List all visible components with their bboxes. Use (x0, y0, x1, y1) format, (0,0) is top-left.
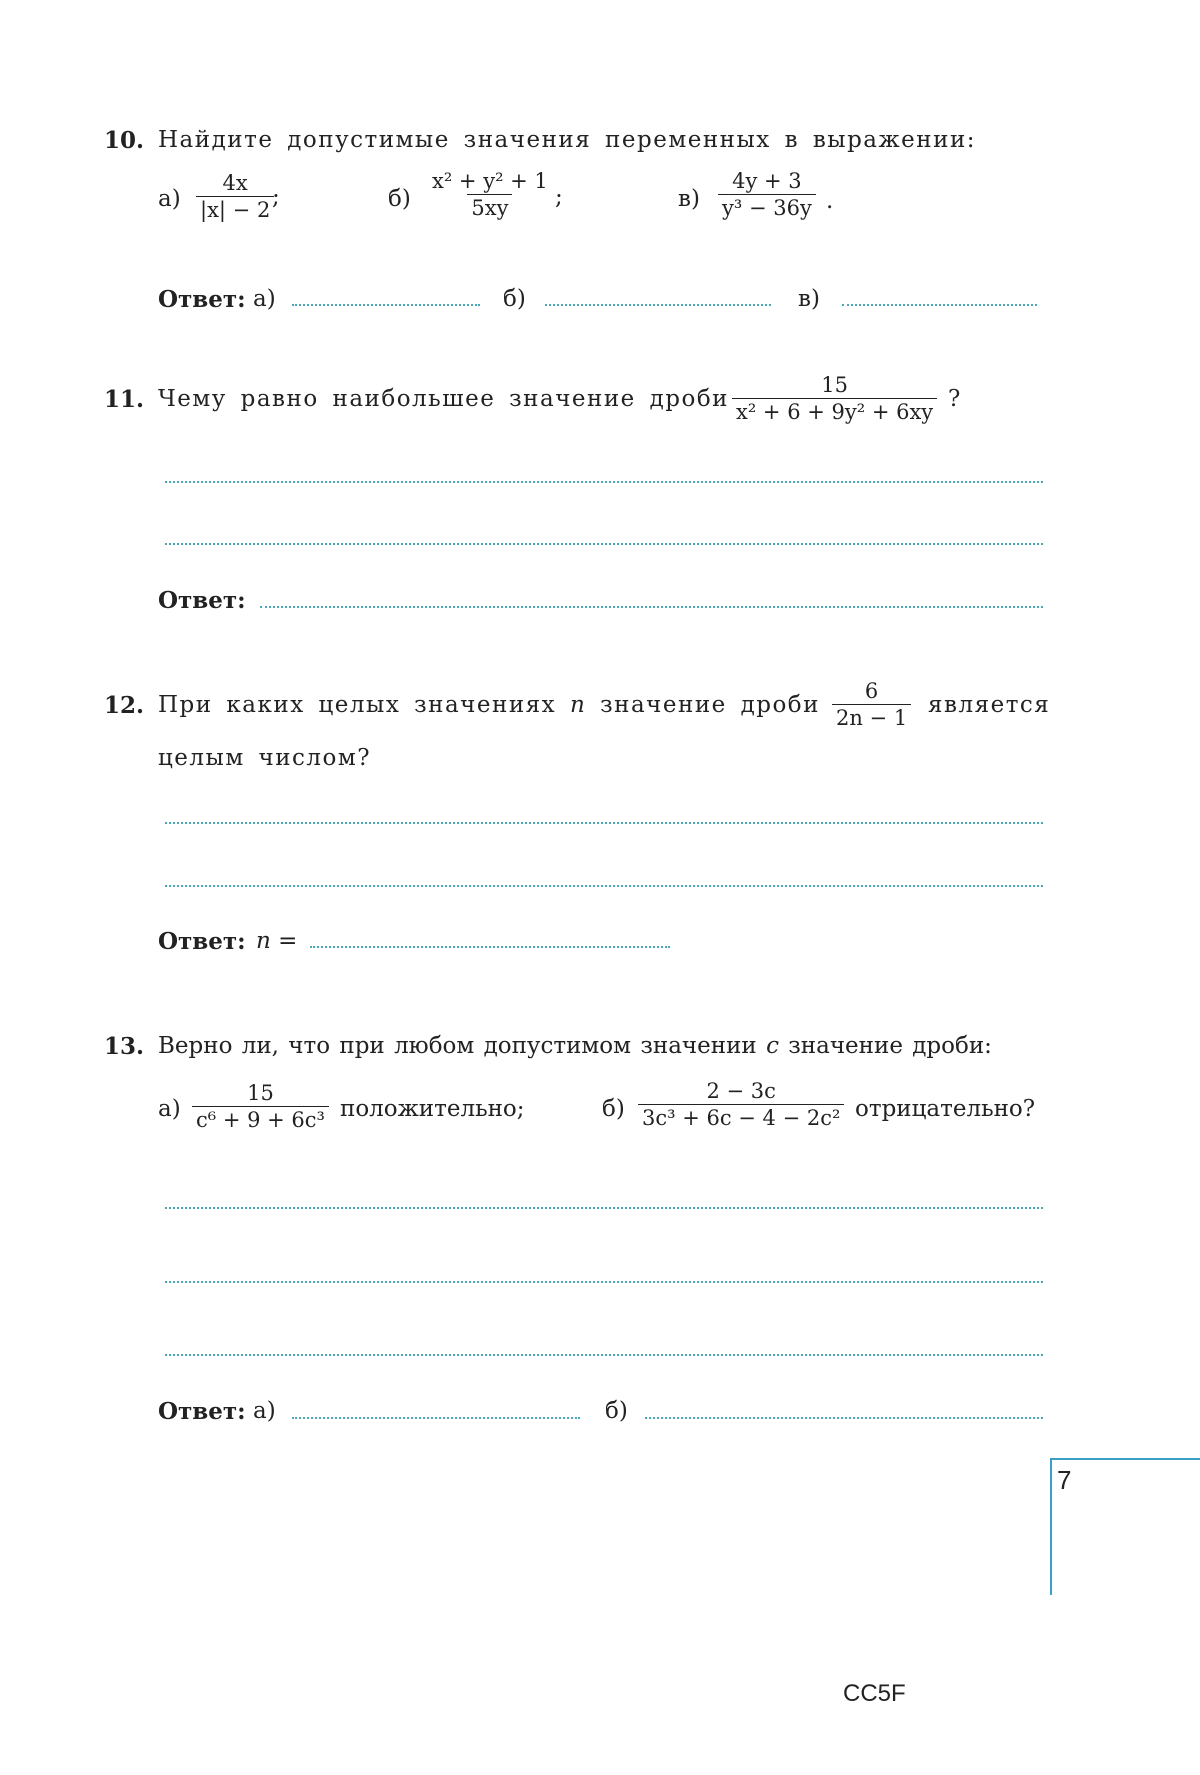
answer-11-field[interactable] (260, 606, 1043, 608)
answer-label: Ответ: (158, 928, 246, 955)
problem-10b-fraction (428, 168, 552, 222)
answer-13b-field[interactable] (645, 1417, 1043, 1419)
problem-12-text-line2: целым числом? (158, 745, 372, 771)
problem-12-text-cont: является (928, 692, 1051, 718)
answer-label: Ответ: (158, 1398, 246, 1425)
punct: ; (272, 184, 280, 210)
numerator: x² + y² + 1 (432, 169, 548, 193)
work-line[interactable] (165, 543, 1043, 545)
answer-a-label: а) (253, 286, 276, 312)
answer-12-field[interactable] (310, 946, 670, 948)
problem-13a-label: а) (158, 1096, 181, 1122)
variable: n (569, 692, 587, 718)
numerator: 4y + 3 (732, 169, 802, 193)
answer-b-label: б) (503, 286, 526, 312)
work-line[interactable] (165, 1354, 1043, 1356)
problem-12-number: 12. (104, 692, 145, 719)
problem-10b-label: б) (388, 186, 411, 212)
numerator: 15 (247, 1081, 274, 1105)
problem-13-text (158, 1033, 992, 1059)
work-line[interactable] (165, 885, 1043, 887)
problem-11-fraction (732, 372, 937, 426)
numerator: 4x (222, 171, 248, 195)
problem-12-text (158, 692, 820, 718)
answer-label: Ответ: (158, 286, 246, 313)
numerator: 15 (821, 373, 848, 397)
answer-10a-field[interactable] (292, 304, 480, 306)
text: Верно ли, что при любом допустимом значении (158, 1033, 757, 1059)
problem-13b-text: отрицательно? (855, 1096, 1036, 1122)
answer-13a-field[interactable] (292, 1417, 580, 1419)
problem-11-number: 11. (104, 386, 145, 413)
problem-13b-label: б) (602, 1096, 625, 1122)
problem-10-text: Найдите допустимые значения переменных в выражении: (158, 127, 977, 153)
problem-13a-fraction (192, 1080, 329, 1134)
problem-10a-fraction (196, 170, 274, 224)
work-line[interactable] (165, 1281, 1043, 1283)
page-corner-side-rule (1050, 1458, 1052, 1595)
work-line[interactable] (165, 822, 1043, 824)
text: При каких целых значениях (158, 692, 557, 718)
text: значение дроби: (788, 1033, 992, 1059)
denominator: |x| − 2 (196, 196, 274, 223)
denominator: 5xy (467, 194, 512, 221)
answer-c-label: в) (798, 286, 820, 312)
variable: c (766, 1033, 779, 1059)
denominator: 3c³ + 6c − 4 − 2c² (638, 1104, 844, 1131)
work-line[interactable] (165, 1207, 1043, 1209)
page-corner-top-rule (1050, 1458, 1200, 1460)
numerator: 6 (864, 679, 879, 703)
denominator: c⁶ + 9 + 6c³ (192, 1106, 329, 1133)
denominator: y³ − 36y (718, 194, 816, 221)
answer-10b-field[interactable] (545, 304, 771, 306)
punct: ; (555, 184, 563, 210)
page-number: 7 (1057, 1465, 1072, 1495)
answer-label: Ответ: (158, 587, 246, 614)
problem-10c-label: в) (678, 186, 700, 212)
punct: ? (948, 386, 961, 412)
answer-a-label: а) (253, 1398, 276, 1424)
text: значение дроби (600, 692, 820, 718)
answer-variable: n = (256, 928, 298, 954)
punct: . (826, 188, 834, 214)
problem-13b-fraction (638, 1078, 844, 1132)
page-code: CC5F (843, 1680, 906, 1707)
problem-10-number: 10. (104, 127, 145, 154)
work-line[interactable] (165, 481, 1043, 483)
problem-10a-label: а) (158, 186, 181, 212)
numerator: 2 − 3c (706, 1079, 776, 1103)
problem-11-text: Чему равно наибольшее значение дроби (158, 386, 730, 412)
problem-13-number: 13. (104, 1033, 145, 1060)
answer-10c-field[interactable] (842, 304, 1037, 306)
problem-13a-text: положительно; (340, 1096, 525, 1122)
denominator: x² + 6 + 9y² + 6xy (732, 398, 937, 425)
problem-12-fraction (832, 678, 911, 732)
denominator: 2n − 1 (832, 704, 911, 731)
answer-b-label: б) (605, 1398, 628, 1424)
problem-10c-fraction (718, 168, 816, 222)
